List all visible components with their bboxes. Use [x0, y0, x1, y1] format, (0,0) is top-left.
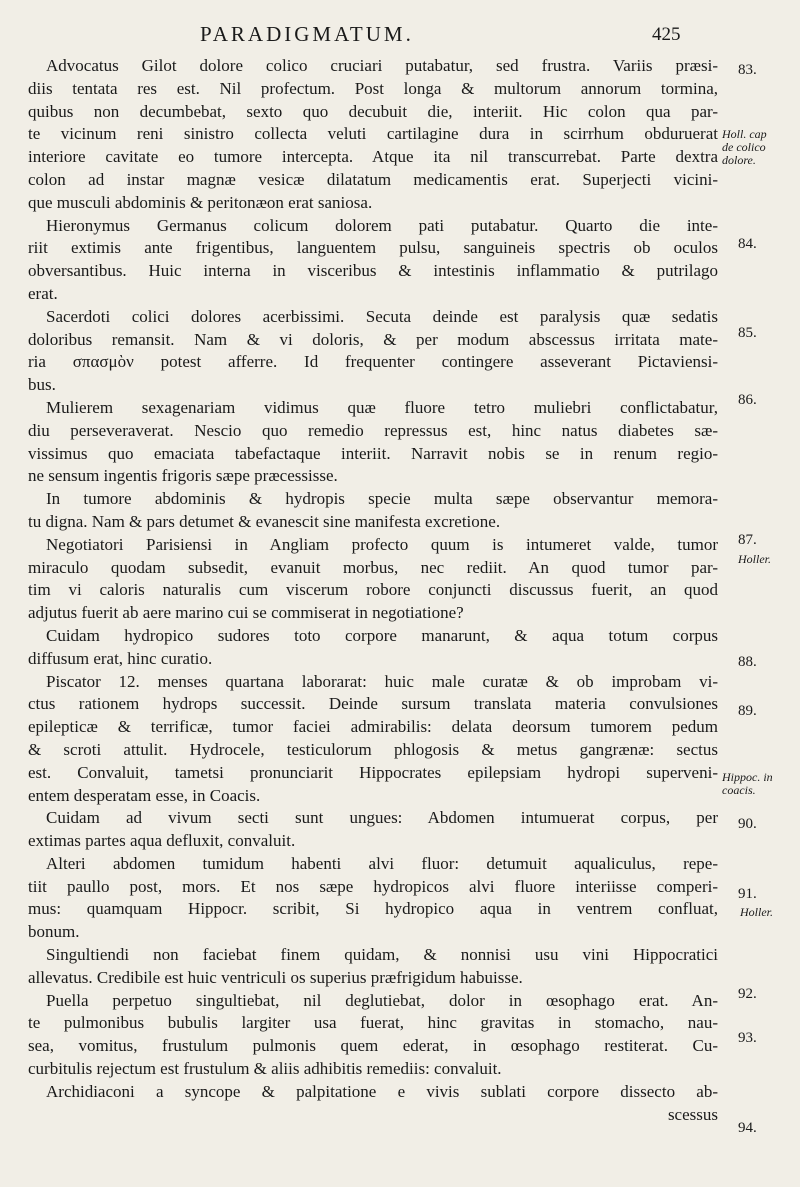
margin-note: [722, 128, 767, 167]
text-line: bonum.: [28, 922, 80, 942]
text-line: Advocatus Gilot dolore colico cruciari putabatur, sed frustra. Variis præsi-: [46, 56, 718, 75]
text-line: obversantibus. Huic interna in visceribus & intestinis inflammatio & putrilago: [28, 261, 718, 281]
text-line: quibus non decumbebat, sexto quo decubuit die, interiit. Hic colon qua par-: [28, 101, 718, 121]
text-line: diis tentata res est. Nil profectum. Post longa & multorum annorum tormina,: [28, 78, 718, 98]
text-line: tu digna. Nam & pars detumet & evanescit sine manifesta excretione.: [28, 511, 501, 531]
text-line: Cuidam ad vivum secti sunt ungues: Abdomen intumuerat corpus, per: [46, 808, 718, 828]
text-line: doloribus remansit. Nam & vi doloris, & per modum abscessus irritata mate-: [28, 329, 718, 349]
text-line: Cuidam hydropico sudores toto corpore manarunt, & aqua totum corpus: [46, 625, 718, 645]
margin-note-line: Hippoc. in: [722, 770, 773, 784]
text-line: interiore cavitate eo tumore intercepta. Atque ita nil transcurrebat. Parte dextra: [28, 147, 718, 167]
text-line: diffusum erat, hinc curatio.: [28, 648, 213, 668]
margin-number: 85.: [738, 325, 757, 341]
text-line: tiit paullo post, mors. Et nos sæpe hydropicos alvi fluore interiisse comperi-: [28, 876, 718, 896]
margin-note-line: Holl. cap: [722, 127, 767, 141]
text-line: sea, vomitus, frustulum pulmonis quem ederat, in œsophago restiterat. Cu-: [28, 1036, 718, 1056]
margin-note: [722, 771, 773, 797]
margin-number: 89.: [738, 703, 757, 719]
text-line: curbitulis rejectum est frustulum & aliis adhibitis remediis: convaluit.: [28, 1059, 502, 1079]
text-line: tim vi caloris naturalis cum viscerum robore conjuncti discussus fuerit, an quod: [28, 580, 718, 600]
body-text: [28, 55, 718, 1126]
text-line: que musculi abdominis & peritonæon erat saniosa.: [28, 192, 373, 212]
margin-note-line: dolore.: [722, 153, 756, 167]
text-line: diu perseveraverat. Nescio quo remedio repressus est, hinc natus diabetes sæ-: [28, 420, 718, 440]
margin-number: 93.: [738, 1030, 757, 1046]
text-line: bus.: [28, 375, 56, 395]
margin-number: 88.: [738, 654, 757, 670]
text-line: Negotiatori Parisiensi in Angliam profecto quum is intumeret valde, tumor: [46, 534, 718, 554]
text-line: erat.: [28, 283, 58, 303]
text-line: colon ad instar magnæ vesicæ dilatatum medicamentis erat. Superjecti vicini-: [28, 169, 718, 189]
text-line: extimas partes aqua defluxit, convaluit.: [28, 831, 296, 851]
text-line: ria σπασμὸν potest afferre. Id frequenter contingere asseverant Pictaviensi-: [28, 352, 718, 372]
text-line: ctus rationem hydrops successit. Deinde sursum translata materia convulsiones: [28, 694, 718, 714]
margin-note: [740, 906, 773, 919]
text-line: epilepticæ & terrificæ, tumor faciei admirabilis: delata deorsum tumorem pedum: [28, 717, 718, 737]
text-line: mus: quamquam Hippocr. scribit, Si hydropico aqua in ventrem confluat,: [28, 899, 718, 919]
running-header: PARADIGMATUM.: [200, 22, 414, 46]
text-line: vissimus quo emaciata tabefactaque interiit. Narravit nobis se in renum regio-: [28, 443, 718, 463]
text-line: adjutus fuerit ab aere marino cui se commiserat in negotiatione?: [28, 603, 464, 623]
text-line: Singultiendi non faciebat finem quidam, & nonnisi usu vini Hippocratici: [46, 945, 718, 965]
text-line: Mulierem sexagenariam vidimus quæ fluore tetro muliebri conflictabatur,: [46, 397, 718, 417]
page-number: 425: [652, 24, 681, 45]
margin-number: 83.: [738, 62, 757, 78]
text-line: Archidiaconi a syncope & palpitatione e vivis sublati corpore dissecto ab-: [46, 1081, 718, 1101]
catchword: scessus: [667, 1104, 718, 1124]
text-line: entem desperatam esse, in Coacis.: [28, 785, 261, 805]
text-line: Hieronymus Germanus colicum dolorem pati putabatur. Quarto die inte-: [46, 215, 718, 235]
text-line: ne sensum ingentis frigoris sæpe præcessisse.: [28, 466, 338, 486]
text-line: te pulmonibus bubulis largiter usa fuerat, hinc gravitas in stomacho, nau-: [28, 1013, 718, 1033]
margin-number: 86.: [738, 392, 757, 408]
margin-number: 92.: [738, 986, 757, 1002]
text-line: allevatus. Credibile est huic ventriculi os superius præfrigidum habuisse.: [28, 967, 523, 987]
text-line: Piscator 12. menses quartana laborarat: huic male curatæ & ob improbam vi-: [46, 671, 718, 691]
text-line: Alteri abdomen tumidum habenti alvi fluor: detumuit aqualiculus, repe-: [46, 853, 718, 873]
margin-note: [738, 553, 771, 566]
text-line: & scroti attulit. Hydrocele, testiculorum phlogosis & metus gangrænæ: sectus: [28, 739, 718, 759]
margin-number: 84.: [738, 236, 757, 252]
margin-number: 90.: [738, 816, 757, 832]
text-line: In tumore abdominis & hydropis specie multa sæpe observantur memora-: [46, 489, 718, 509]
text-line: Puella perpetuo singultiebat, nil deglutiebat, dolor in œsophago erat. An-: [46, 990, 718, 1010]
margin-note-line: coacis.: [722, 783, 756, 797]
text-line: te vicinum reni sinistro collecta veluti cartilagine dura in scirrhum obduruerat: [28, 124, 718, 144]
margin-number: 91.: [738, 886, 757, 902]
text-line: riit extimis ante frigentibus, languentem pulsu, sanguineis spectris ob oculos: [28, 238, 718, 258]
text-line: Sacerdoti colici dolores acerbissimi. Secuta deinde est paralysis quæ sedatis: [46, 306, 718, 326]
margin-note-line: de colico: [722, 140, 766, 154]
margin-note-line: Holler.: [740, 905, 773, 919]
text-line: est. Convaluit, tametsi pronunciarit Hippocrates epilepsiam hydropi superveni-: [28, 762, 718, 782]
margin-number: 94.: [738, 1120, 757, 1136]
margin-note-line: Holler.: [738, 552, 771, 566]
text-line: miraculo quodam subsedit, evanuit morbus, nec rediit. An quod tumor par-: [28, 557, 718, 577]
margin-number: 87.: [738, 532, 757, 548]
